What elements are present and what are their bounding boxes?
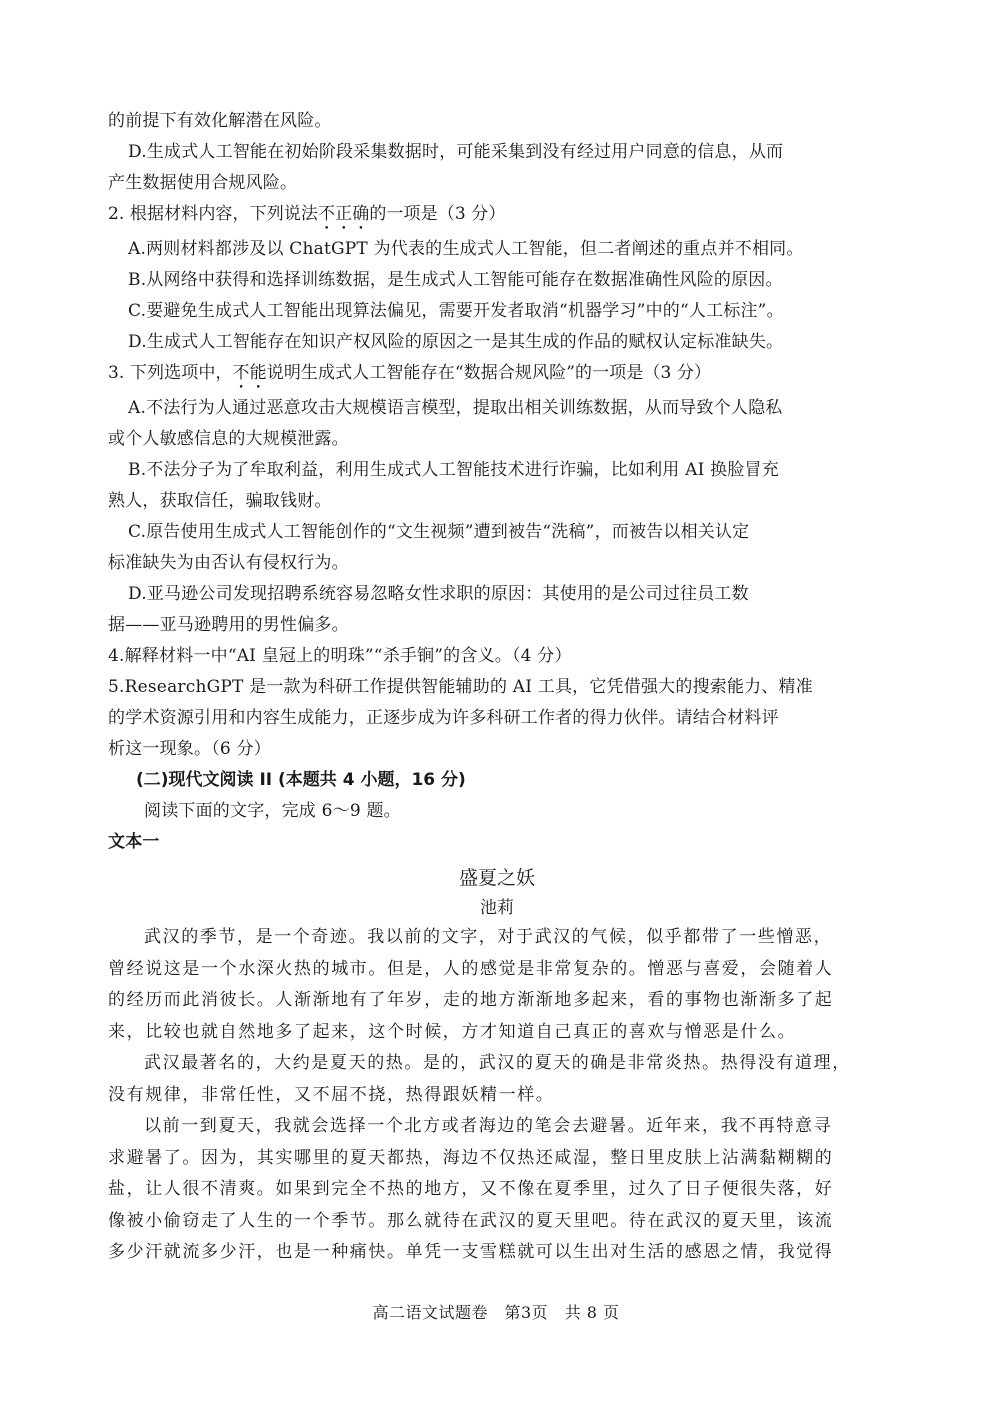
essay-author: 池莉 xyxy=(480,898,514,918)
prose-line: 曾经说这是一个水深火热的城市。但是，人的感觉是非常复杂的。憎恶与喜爱，会随着人 xyxy=(108,958,834,979)
text-label: 文本一 xyxy=(108,832,160,852)
prose-line: 武汉的季节，是一个奇迹。我以前的文字，对于武汉的气候，似乎都带了一些憎恶， xyxy=(144,927,833,947)
q2-option-d: D.生成式人工智能存在知识产权风险的原因之一是其生成的作品的赋权认定标准缺失。 xyxy=(128,332,784,352)
prose-line: 盐，让人很不清爽。如果到完全不热的地方，又不像在夏季里，过久了日子便很失落，好 xyxy=(108,1179,834,1199)
q3-option-c-line1: C.原告使用生成式人工智能创作的“文生视频”遭到被告“洗稿”，而被告以相关认定 xyxy=(128,522,750,542)
exam-page xyxy=(108,106,886,1269)
question-3-emphasis: 不能 xyxy=(232,363,267,383)
prose-line: 求避暑了。因为，其实哪里的夏天都热，海边不仅热还咸湿，整日里皮肤上沾满黏糊糊的 xyxy=(108,1147,834,1168)
question-5-line3: 析这一现象。（6 分） xyxy=(108,739,271,759)
q3-option-d-line1: D.亚马逊公司发现招聘系统容易忽略女性求职的原因：其使用的是公司过往员工数 xyxy=(128,584,749,604)
question-2-pre: 2. 根据材料内容，下列说法 xyxy=(108,204,319,224)
question-3 xyxy=(108,358,886,393)
q3-option-b-line2: 熟人，获取信任，骗取钱财。 xyxy=(108,491,332,511)
essay-paragraph-2 xyxy=(108,1048,886,1111)
reading-instruction: 阅读下面的文字，完成 6～9 题。 xyxy=(144,801,401,821)
prose-line: 像被小偷窃走了人生的一个季节。那么就待在武汉的夏天里吧。待在武汉的夏天里，该流 xyxy=(108,1210,834,1231)
q2-option-a: A.两则材料都涉及以 ChatGPT 为代表的生成式人工智能，但二者阐述的重点并不相同。 xyxy=(128,239,804,259)
prose-line: 多少汗就流多少汗，也是一种痛快。单凭一支雪糕就可以生出对生活的感恩之情，我觉得 xyxy=(108,1242,834,1262)
question-2-post: 的一项是（3 分） xyxy=(369,204,506,224)
q2-option-c: C.要避免生成式人工智能出现算法偏见，需要开发者取消“机器学习”中的“人工标注”。 xyxy=(128,301,784,321)
page-footer: 高二语文试题卷 第3页 共 8 页 xyxy=(372,1303,620,1322)
prose-line: 武汉最著名的，大约是夏天的热。是的，武汉的夏天的确是非常炎热。热得没有道理， xyxy=(144,1053,851,1073)
essay-title: 盛夏之妖 xyxy=(458,867,535,889)
essay-paragraph-3 xyxy=(108,1111,886,1269)
section-heading: (二)现代文阅读 II (本题共 4 小题，16 分) xyxy=(136,770,466,790)
prose-line: 的经历而此消彼长。人渐渐地有了年岁，走的地方渐渐地多起来，看的事物也渐渐多了起 xyxy=(108,990,834,1010)
question-4: 4.解释材料一中“AI 皇冠上的明珠”“杀手锏”的含义。（4 分） xyxy=(108,646,572,666)
q2-option-b: B.从网络中获得和选择训练数据，是生成式人工智能可能存在数据准确性风险的原因。 xyxy=(128,270,783,290)
q3-option-b-line1: B.不法分子为了牟取利益，利用生成式人工智能技术进行诈骗，比如利用 AI 换脸冒充 xyxy=(128,460,779,480)
prose-line: 来，比较也就自然地多了起来，这个时候，方才知道自己真正的喜欢与憎恶是什么。 xyxy=(108,1021,797,1042)
prose-line: 没有规律，非常任性，又不屈不挠，热得跟妖精一样。 xyxy=(108,1084,555,1105)
question-3-pre: 3. 下列选项中， xyxy=(108,363,233,383)
question-5-line2: 的学术资源引用和内容生成能力，正逐步成为许多科研工作者的得力伙伴。请结合材料评 xyxy=(108,708,779,728)
q3-option-a-line2: 或个人敏感信息的大规模泄露。 xyxy=(108,429,349,449)
question-3-post: 说明生成式人工智能存在“数据合规风险”的一项是（3 分） xyxy=(266,363,712,383)
question-2 xyxy=(108,199,886,234)
q3-option-d-line2: 据——亚马逊聘用的男性偏多。 xyxy=(108,615,349,635)
essay-paragraph-1 xyxy=(108,922,886,1048)
q3-option-c-line2: 标准缺失为由否认有侵权行为。 xyxy=(108,553,349,573)
option-d-line1: D.生成式人工智能在初始阶段采集数据时，可能采集到没有经过用户同意的信息，从而 xyxy=(128,142,784,162)
question-2-emphasis: 不正确 xyxy=(318,204,370,224)
option-d-line2: 产生数据使用合规风险。 xyxy=(108,173,298,193)
text-line: 的前提下有效化解潜在风险。 xyxy=(108,111,332,131)
q3-option-a-line1: A.不法行为人通过恶意攻击大规模语言模型，提取出相关训练数据，从而导致个人隐私 xyxy=(128,398,783,418)
prose-line: 以前一到夏天，我就会选择一个北方或者海边的笔会去避暑。近年来，我不再特意寻 xyxy=(144,1116,833,1136)
question-5-line1: 5.ResearchGPT 是一款为科研工作提供智能辅助的 AI 工具，它凭借强大的搜索能力、精准 xyxy=(108,677,813,697)
